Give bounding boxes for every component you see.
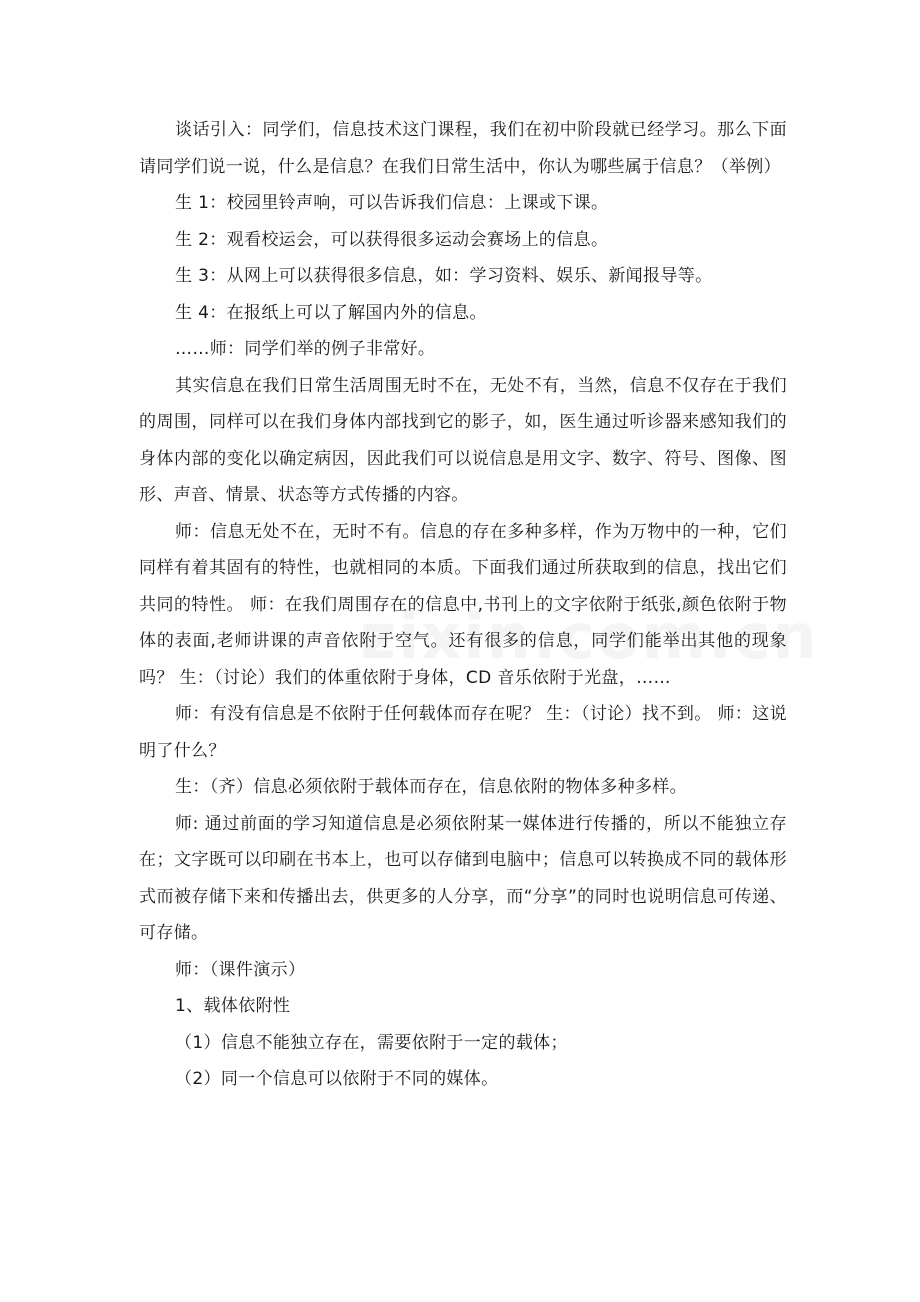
paragraph-carrier-question: 师：有没有信息是不依附于任何载体而存在呢？ 生：（讨论）找不到。 师：这说明了什么？ [139,704,787,761]
paragraph-intro: 谈话引入：同学们，信息技术这门课程，我们在初中阶段就已经学习。那么下面请同学们说一说，什么是信息？在我们日常生活中，你认为哪些属于信息？（举例） [139,120,787,177]
list-item-1: （1）信息不能独立存在，需要依附于一定的载体； [175,1032,568,1053]
paragraph-students-answer: 生：（齐）信息必须依附于载体而存在，信息依附的物体多种多样。 [175,777,687,797]
paragraph-student-4: 生 4：在报纸上可以了解国内外的信息。 [175,302,487,323]
paragraph-courseware-demo: 师：（课件演示） [175,959,306,980]
document-body [139,112,787,1098]
list-item-2: （2）同一个信息可以依附于不同的媒体。 [175,1069,499,1089]
paragraph-info-everywhere: 其实信息在我们日常生活周围无时不在，无处不有，当然，信息不仅存在于我们的周围，同样可以在我们身体内部找到它的影子，如，医生通过听诊器来感知我们的身体内部的变化以确定病因，因此我们可以说信息是用文字、数字、符号、图像、图形、声音、情景、状态等方式传播的内容。 [139,375,787,505]
paragraph-teacher-praise: ……师：同学们举的例子非常好。 [175,339,436,359]
paragraph-info-characteristics: 师：信息无处不在，无时不有。信息的存在多种多样，作为万物中的一种，它们同样有着其固有的特性，也就相同的本质。下面我们通过所获取到的信息，找出它们共同的特性。 师：在我们周围存在的信息中,书刊上的文字依附于纸张,颜色依附于物体的表面,老师讲课的声音依附于空气。还有很多的信息，同学们能举出其他的现象吗？ 生：（讨论）我们的体重依附于身体，CD 音乐依附于光盘，…… [139,521,787,688]
paragraph-teacher-summary: 师: 通过前面的学习知道信息是必须依附某一媒体进行传播的，所以不能独立存在；文字既可以印刷在书本上，也可以存储到电脑中；信息可以转换成不同的载体形式而被存储下来和传播出去，供更多的人分享，而“分享”的同时也说明信息可传递、可存储。 [139,813,787,943]
paragraph-student-1: 生 1：校园里铃声响，可以告诉我们信息：上课或下课。 [175,193,609,213]
paragraph-student-2: 生 2：观看校运会，可以获得很多运动会赛场上的信息。 [175,229,609,250]
paragraph-student-3: 生 3：从网上可以获得很多信息，如：学习资料、娱乐、新闻报导等。 [175,266,713,286]
heading-carrier-dependency: 1、载体依附性 [175,996,291,1016]
